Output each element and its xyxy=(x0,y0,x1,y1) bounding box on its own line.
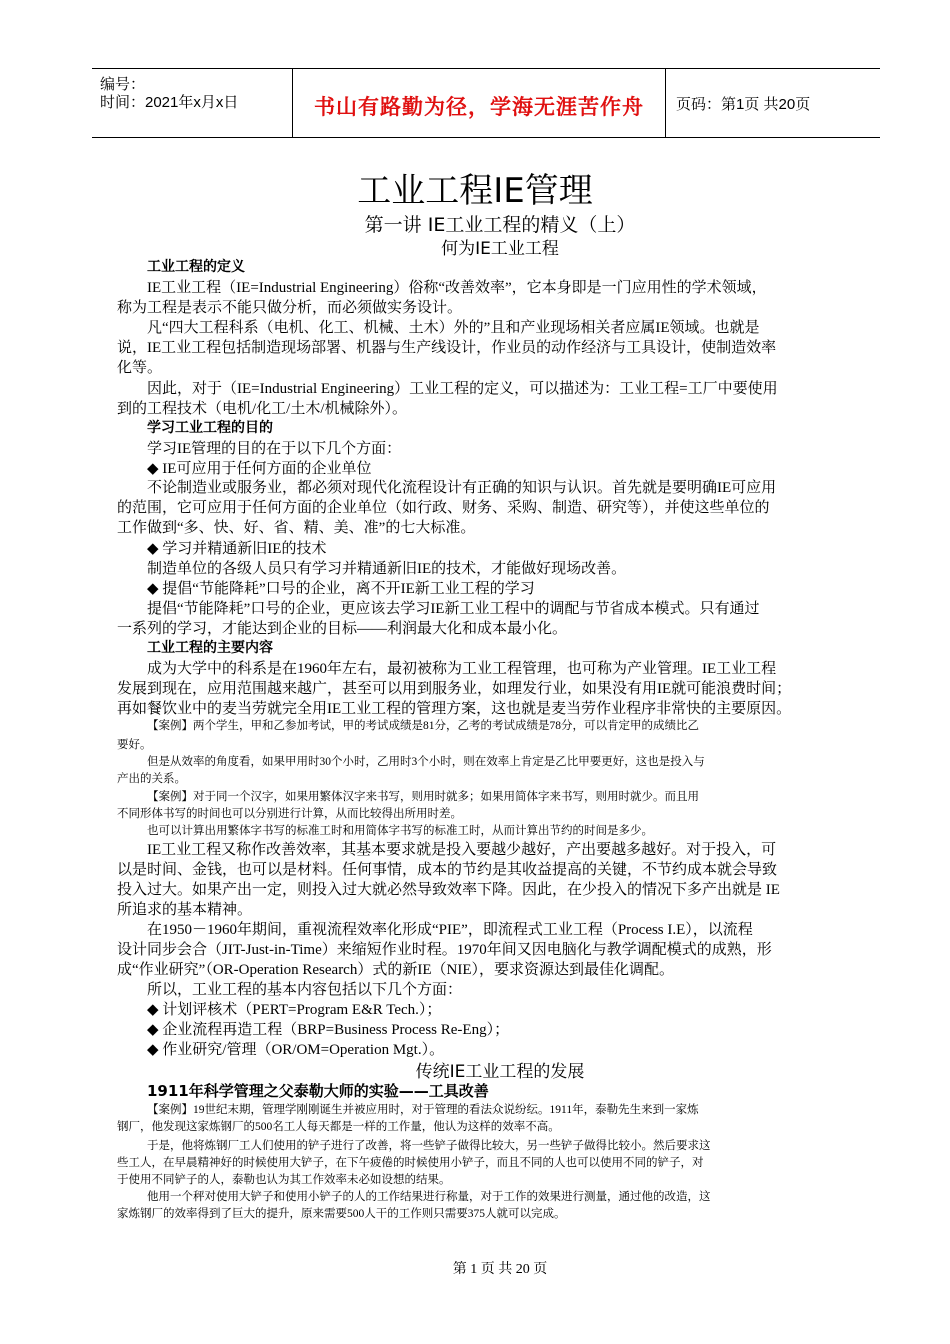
text-line: 【案例】对于同一个汉字，如果用繁体汉字来书写，则用时就多；如果用简体字来书写，则用时就少。而且用 xyxy=(147,791,699,803)
text-line: 制造单位的各级人员只有学习并精通新旧IE的技术，才能做好现场改善。 xyxy=(147,561,627,577)
serial-label: 编号： xyxy=(100,76,146,93)
text-line: 不同形体书写的时间也可以分别进行计算，从而比较得出所用时差。 xyxy=(117,808,462,820)
text-line: 化等。 xyxy=(117,360,163,376)
text-line: 【案例】两个学生，甲和乙参加考试，甲的考试成绩是81分，乙考的考试成绩是78分，可以肯定甲的成绩比乙 xyxy=(147,720,699,732)
text-line: 所追求的基本精神。 xyxy=(117,902,253,918)
text-line: 要好。 xyxy=(117,739,152,751)
time-label: 时间：2021年x月x日 xyxy=(100,94,239,111)
text-line: ◆ 计划评核术（PERT=Program E&R Tech.）； xyxy=(147,1002,442,1018)
text-line: 他用一个秤对使用大铲子和使用小铲子的人的工作结果进行称量，对于工作的效果进行测量，通过他的改造，这 xyxy=(147,1191,711,1203)
lecture-title: 第一讲 IE工业工程的精义（上） xyxy=(364,214,636,236)
text-line: IE工业工程又称作改善效率，其基本要求就是投入要越少越好，产出要越多越好。对于投入，可 xyxy=(147,842,777,858)
subsection-heading: 学习工业工程的目的 xyxy=(147,420,273,436)
text-line: 凡“四大工程科系（电机、化工、机械、土木）外的”且和产业现场相关者应属IE领域。也就是 xyxy=(147,320,760,336)
page-footer: 第 1 页 共 20 页 xyxy=(452,1262,548,1277)
section-heading: 传统IE工业工程的发展 xyxy=(415,1062,585,1082)
text-line: ◆ 企业流程再造工程（BRP=Business Process Re-Eng）； xyxy=(147,1022,510,1038)
text-line: 钢厂，他发现这家炼钢厂的500名工人每天都是一样的工作量，他认为这样的效率不高。 xyxy=(117,1121,560,1133)
text-line: ◆ 作业研究/管理（OR/OM=Operation Mgt.）。 xyxy=(147,1042,445,1058)
text-line: 以是时间、金钱，也可以是材料。任何事情，成本的节约是其收益提高的关键，不节约成本就会导致 xyxy=(117,862,778,878)
text-line: 学习IE管理的目的在于以下几个方面： xyxy=(147,441,402,457)
text-line: 成为大学中的科系是在1960年左右，最初被称为工业工程管理，也可称为产业管理。IE工业工程 xyxy=(147,661,777,677)
text-line: 投入过大。如果产出一定，则投入过大就必然导致效率下降。因此，在少投入的情况下多产出就是 IE xyxy=(117,882,780,898)
text-line: 设计同步会合（JIT-Just-in-Time）来缩短作业时程。1970年间又因电脑化与教学调配模式的成熟，形 xyxy=(117,942,772,958)
header-motto-cell xyxy=(293,69,666,137)
text-line: 在1950－1960年期间，重视流程效率化形成“PIE”，即流程式工业工程（Process I.E），以流程 xyxy=(147,922,753,938)
header-info-cell xyxy=(92,69,293,137)
page-number: 页码：第1页 共20页 xyxy=(676,96,811,113)
motto: 书山有路勤为径，学海无涯苦作舟 xyxy=(314,95,644,119)
text-line: 也可以计算出用繁体字书写的标准工时和用简体字书写的标准工时，从而计算出节约的时间是多少。 xyxy=(147,825,653,837)
page-header xyxy=(92,68,880,138)
subsection-heading: 工业工程的主要内容 xyxy=(147,640,273,656)
text-line: ◆ 学习并精通新旧IE的技术 xyxy=(147,541,327,557)
text-line: 家炼钢厂的效率得到了巨大的提升，原来需要500人干的工作则只需要375人就可以完成。 xyxy=(117,1208,566,1220)
text-line: 所以，工业工程的基本内容包括以下几个方面： xyxy=(147,982,463,998)
text-line: 【案例】19世纪末期，管理学刚刚诞生并被应用时，对于管理的看法众说纷纭。1911年，泰勒先生来到一家炼 xyxy=(147,1104,699,1116)
text-line: 于是，他将炼钢厂工人们使用的铲子进行了改善，将一些铲子做得比较大，另一些铲子做得比较小。然后要求这 xyxy=(147,1140,711,1152)
subsection-heading: 工业工程的定义 xyxy=(147,259,245,275)
text-line: 因此，对于（IE=Industrial Engineering）工业工程的定义，可以描述为：工业工程=工厂中要使用 xyxy=(147,381,778,397)
text-line: 再如餐饮业中的麦当劳就完全用IE工业工程的管理方案，这也就是麦当劳作业程序非常快的主要原因。 xyxy=(117,701,792,717)
text-line: 的范围，它可应用于任何方面的企业单位（如行政、财务、采购、制造、研究等），并使这些单位的 xyxy=(117,500,770,516)
text-line: 不论制造业或服务业，都必须对现代化流程设计有正确的知识与认识。首先就是要明确IE可应用 xyxy=(147,480,777,496)
text-line: 称为工程是表示不能只做分析，而必须做实务设计。 xyxy=(117,300,463,316)
topic-title: 何为IE工业工程 xyxy=(441,239,559,259)
text-line: 提倡“节能降耗”口号的企业，更应该去学习IE新工业工程中的调配与节省成本模式。只有通过 xyxy=(147,601,760,617)
text-line: 工作做到“多、快、好、省、精、美、准”的七大标准。 xyxy=(117,520,476,536)
text-line: 些工人，在早晨精神好的时候使用大铲子，在下午疲倦的时候使用小铲子，而且不同的人也可以使用不同的铲子，对 xyxy=(117,1157,704,1169)
doc-title: 工业工程IE管理 xyxy=(357,171,593,211)
header-page-cell xyxy=(666,69,880,137)
text-line: 产出的关系。 xyxy=(117,773,186,785)
text-line: 但是从效率的角度看，如果甲用时30个小时，乙用时3个小时，则在效率上肯定是乙比甲要更好，这也是投入与 xyxy=(147,756,705,768)
subsection-heading: 1911年科学管理之父泰勒大师的实验——工具改善 xyxy=(147,1082,489,1100)
text-line: 成“作业研究”（OR-Operation Research）式的新IE（NIE），要求资源达到最佳化调配。 xyxy=(117,962,674,978)
text-line: 到的工程技术（电机/化工/土木/机械除外）。 xyxy=(117,401,408,417)
text-line: 说，IE工业工程包括制造现场部署、机器与生产线设计，作业员的动作经济与工具设计，使制造效率 xyxy=(117,340,777,356)
text-line: 发展到现在，应用范围越来越广，甚至可以用到服务业，如理发行业，如果没有用IE就可能浪费时间； xyxy=(117,681,792,697)
text-line: 一系列的学习，才能达到企业的目标——利润最大化和成本最小化。 xyxy=(117,621,568,637)
text-line: ◆ 提倡“节能降耗”口号的企业，离不开IE新工业工程的学习 xyxy=(147,581,535,597)
text-line: IE工业工程（IE=Industrial Engineering）俗称“改善效率”，它本身即是一门应用性的学术领域， xyxy=(147,280,767,296)
text-line: 于使用不同铲子的人，泰勒也认为其工作效率未必如设想的结果。 xyxy=(117,1174,451,1186)
text-line: ◆ IE可应用于任何方面的企业单位 xyxy=(147,461,372,477)
